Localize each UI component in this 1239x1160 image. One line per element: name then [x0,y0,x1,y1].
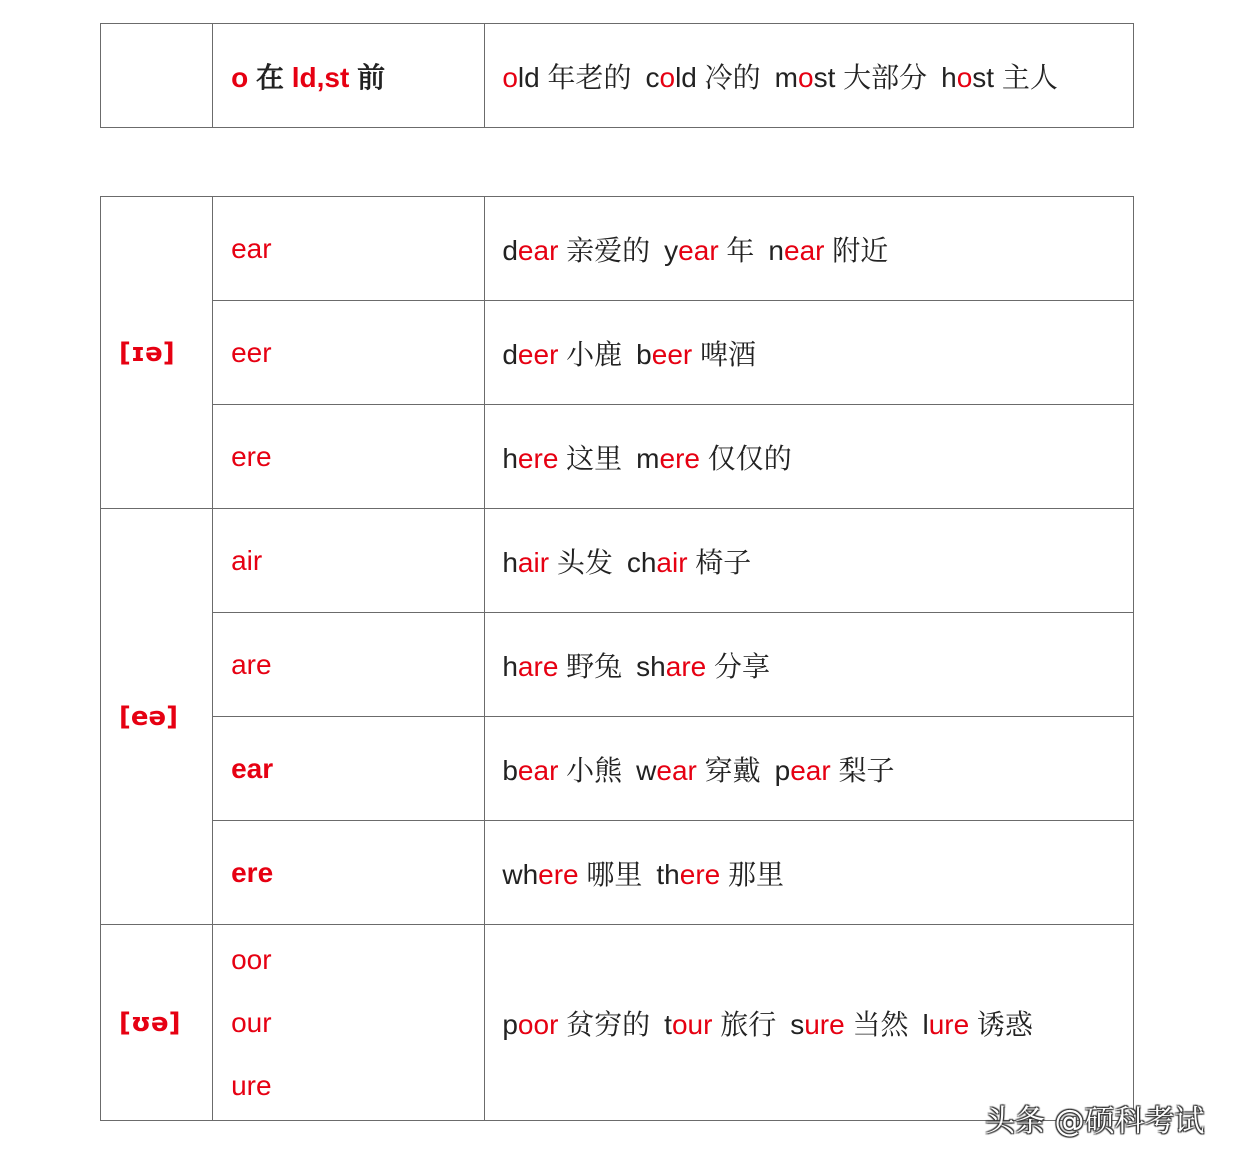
example-word [775,755,895,786]
plain-text: st 大部分 [813,61,928,93]
plain-text: p [774,754,791,786]
plain-text: m [636,442,660,474]
example-word [656,859,784,890]
example-word [627,547,751,578]
table-row [101,717,1134,821]
plain-text: p [502,1008,518,1040]
examples-cell [485,509,1134,613]
example-word [646,62,761,93]
example-word [502,339,622,370]
example-word [502,755,622,786]
example-word [502,1009,650,1040]
plain-text: 这里 [558,442,623,474]
ipa-cell: [eə] [101,509,213,925]
table-row [101,301,1134,405]
pattern-cell [213,24,485,128]
highlight-letters: air [517,546,550,578]
example-word [636,339,756,370]
plain-text: h [941,61,957,93]
example-word [775,62,927,93]
plain-text: w [636,754,657,786]
highlight-letters: ure [928,1008,970,1040]
plain-text: 头发 [549,546,613,578]
highlight-letters: are [665,650,707,682]
ipa-cell [101,24,213,128]
example-word [502,651,622,682]
table-row [101,405,1134,509]
plain-text: st 主人 [972,61,1058,93]
plain-text: b [502,754,518,786]
plain-text: 那里 [720,858,784,890]
example-word [502,235,650,266]
examples-cell [485,197,1134,301]
table-row [101,613,1134,717]
highlight-letters: ear [790,754,831,786]
pattern-line: ure [231,1070,272,1101]
examples-cell [485,301,1134,405]
pattern-cell: eer [213,301,485,405]
pattern-cell: ear [213,197,485,301]
watermark: 头条 @硕科考试 [985,1104,1205,1139]
plain-text: l [922,1008,929,1040]
plain-text: ld 冷的 [675,61,761,93]
example-word [502,859,642,890]
plain-text: 哪里 [578,858,643,890]
plain-text: b [636,338,652,370]
pattern-line: our [231,1007,272,1038]
table-row [101,821,1134,925]
plain-text: 梨子 [830,754,895,786]
plain-text: 前 [349,61,386,93]
plain-text: 分享 [706,650,770,682]
table-o-before-ld-st [100,23,1134,128]
pattern-cell: ere [213,405,485,509]
examples-cell [485,405,1134,509]
example-word [768,235,888,266]
plain-text: 野兔 [558,650,623,682]
plain-text: h [502,546,518,578]
examples-cell [485,613,1134,717]
example-word [664,235,754,266]
highlight-letters: are [517,650,559,682]
plain-text: ld 年老的 [517,61,632,93]
ipa-cell: [ɪə] [101,197,213,509]
example-word [664,1009,776,1040]
plain-text: h [502,442,518,474]
highlight-letters: ear [678,234,719,266]
plain-text: 旅行 [712,1008,777,1040]
plain-text: 小熊 [558,754,623,786]
pattern-cell [213,925,485,1121]
examples-cell [485,925,1134,1121]
plain-text: m [774,61,798,93]
plain-text: 啤酒 [692,338,756,370]
plain-text: wh [502,858,539,890]
ipa-cell: [ʊə] [101,925,213,1121]
highlight-letters: o [231,61,256,93]
highlight-letters: o [502,61,518,93]
plain-text: h [502,650,518,682]
pattern-cell: are [213,613,485,717]
highlight-letters: ear [517,234,559,266]
plain-text: n [768,234,784,266]
plain-text: 椅子 [687,546,752,578]
example-word [502,547,612,578]
highlight-letters: o [659,61,676,93]
plain-text: d [502,338,518,370]
plain-text: y [664,234,679,266]
plain-text: 贫穷的 [558,1008,651,1040]
plain-text: 附近 [824,234,889,266]
highlight-letters: ere [517,442,559,474]
examples-cell [485,717,1134,821]
pattern-cell: ear [213,717,485,821]
plain-text: 当然 [844,1008,909,1040]
table-row [101,509,1134,613]
highlight-letters: ear [656,754,697,786]
highlight-letters: ere [659,442,700,474]
plain-text: s [790,1008,805,1040]
pattern-cell: ere [213,821,485,925]
examples-cell [485,821,1134,925]
plain-text: t [664,1008,672,1040]
plain-text: d [502,234,518,266]
plain-text: 诱惑 [969,1008,1033,1040]
example-word [790,1009,908,1040]
pattern-line: oor [231,944,272,975]
table-row [101,197,1134,301]
pattern-cell: air [213,509,485,613]
example-word [636,443,792,474]
highlight-letters: eer [651,338,693,370]
example-word [941,62,1058,93]
example-word [502,62,631,93]
highlight-letters: ure [804,1008,845,1040]
plain-text: sh [636,650,666,682]
highlight-letters: o [797,61,814,93]
highlight-letters: oor [517,1008,559,1040]
table-r-controlled-vowels [100,196,1134,1121]
example-word [502,443,622,474]
table-row [101,24,1134,128]
plain-text: 仅仅的 [699,442,792,474]
highlight-letters: ld,st [291,61,350,93]
examples-cell [485,24,1134,128]
table-row [101,925,1134,1121]
plain-text: 亲爱的 [558,234,651,266]
highlight-letters: o [956,61,973,93]
plain-text: 小鹿 [558,338,623,370]
highlight-letters: ear [784,234,825,266]
highlight-letters: air [656,546,688,578]
plain-text: 在 [255,61,292,93]
plain-text: ch [626,546,657,578]
plain-text: 年 [718,234,755,266]
plain-text: c [645,61,660,93]
highlight-letters: ere [679,858,721,890]
highlight-letters: ear [517,754,559,786]
highlight-letters: eer [517,338,559,370]
plain-text: th [656,858,680,890]
plain-text: 穿戴 [696,754,761,786]
example-word [636,755,760,786]
example-word [636,651,770,682]
example-word [922,1009,1032,1040]
highlight-letters: our [671,1008,713,1040]
highlight-letters: ere [538,858,579,890]
